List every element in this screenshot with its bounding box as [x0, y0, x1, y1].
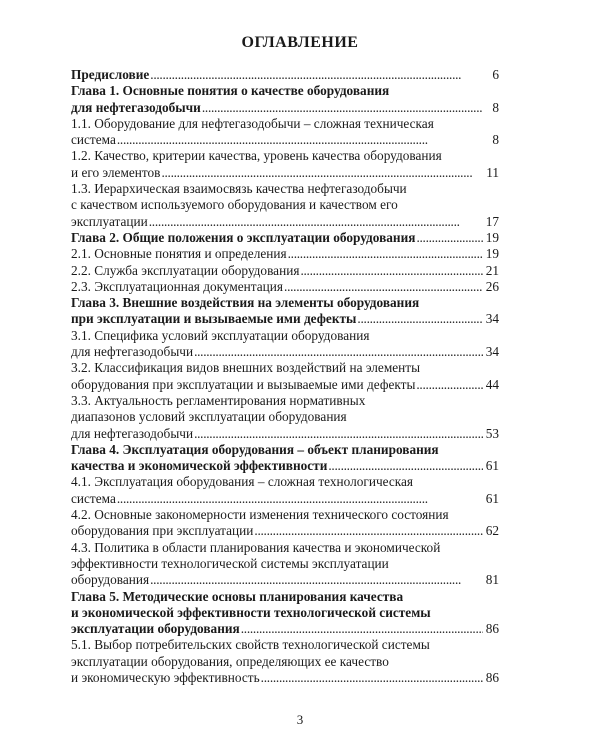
toc-line	[71, 165, 499, 181]
dot-leader	[328, 458, 483, 474]
toc-page-number: 86	[485, 621, 499, 637]
dot-leader	[117, 491, 483, 507]
dot-leader	[194, 426, 483, 442]
table-of-contents	[71, 67, 499, 686]
toc-title: ОГЛАВЛЕНИЕ	[241, 34, 359, 51]
toc-section-entry	[71, 116, 499, 149]
page-number: 3	[296, 712, 304, 727]
toc-section-entry	[71, 328, 499, 361]
toc-chapter-entry	[71, 442, 499, 475]
toc-page-number: 34	[485, 344, 499, 360]
toc-section-entry	[71, 637, 499, 686]
toc-section-entry	[71, 540, 499, 589]
toc-line	[71, 132, 499, 148]
toc-line	[71, 311, 499, 327]
toc-section-entry	[71, 279, 499, 295]
toc-chapter-entry	[71, 295, 499, 328]
toc-line-text: эксплуатации	[71, 213, 148, 229]
toc-line-text: Предисловие	[71, 67, 150, 82]
toc-section-entry	[71, 181, 499, 230]
toc-section-entry	[71, 474, 499, 507]
toc-page-number: 81	[485, 572, 499, 588]
toc-line-text: эксплуатации оборудования, определяющих ее качество	[71, 653, 389, 669]
toc-page-number: 17	[485, 213, 499, 229]
toc-line-text: Глава 4. Эксплуатация оборудования – объект планирования	[71, 441, 439, 457]
toc-line	[71, 377, 499, 393]
dot-leader	[150, 67, 483, 83]
toc-line-text: оборудования	[71, 572, 150, 588]
toc-line-text: 4.1. Эксплуатация оборудования – сложная технологическая	[71, 474, 414, 490]
toc-line-text: 3.3. Актуальность регламентирования нормативных	[71, 392, 366, 408]
toc-page-number: 19	[485, 246, 499, 262]
dot-leader	[284, 279, 483, 295]
dot-leader	[357, 311, 483, 327]
dot-leader	[194, 344, 483, 360]
dot-leader	[416, 230, 483, 246]
toc-page-number: 62	[485, 523, 499, 539]
dot-leader	[117, 132, 483, 148]
toc-line-text: 3.1. Специфика условий эксплуатации оборудования	[71, 327, 370, 343]
toc-page-number: 19	[485, 229, 499, 245]
dot-leader	[254, 523, 483, 539]
toc-line	[71, 67, 499, 83]
toc-chapter-entry	[71, 67, 499, 83]
toc-page-number: 34	[485, 311, 499, 327]
toc-line-text: 2.1. Основные понятия и определения	[71, 246, 287, 262]
toc-page-number: 6	[492, 67, 499, 82]
toc-line-text: Глава 3. Внешние воздействия на элементы оборудования	[71, 295, 420, 311]
toc-line-text: система	[71, 490, 116, 506]
toc-line-text: 2.2. Служба эксплуатации оборудования	[71, 262, 300, 278]
toc-line	[71, 572, 499, 588]
toc-line-text: 4.2. Основные закономерности изменения технического состояния	[71, 507, 449, 523]
dot-leader	[300, 263, 483, 279]
toc-line	[71, 263, 499, 279]
toc-line-text: при эксплуатации и вызываемые ими дефекты	[71, 311, 357, 327]
toc-page-number: 61	[485, 490, 499, 506]
toc-section-entry	[71, 263, 499, 279]
toc-page-number: 86	[485, 669, 499, 685]
toc-line	[71, 230, 499, 246]
toc-line-text: 1.2. Качество, критерии качества, уровень качества оборудования	[71, 148, 442, 164]
toc-page-number: 44	[485, 376, 499, 392]
toc-line-text: Глава 2. Общие положения о эксплуатации оборудования	[71, 229, 416, 245]
toc-page-number: 26	[485, 278, 499, 294]
toc-line-text: Глава 5. Методические основы планирования качества	[71, 588, 404, 604]
toc-line-text: для нефтегазодобычи	[71, 425, 194, 441]
toc-line-text: 1.1. Оборудование для нефтегазодобычи – сложная техническая	[71, 115, 434, 131]
toc-line-text: оборудования при эксплуатации	[71, 523, 254, 539]
dot-leader	[202, 100, 483, 116]
dot-leader	[149, 214, 483, 230]
toc-line-text: и его элементов	[71, 164, 161, 180]
toc-line-text: качества и экономической эффективности	[71, 458, 328, 474]
toc-section-entry	[71, 393, 499, 442]
toc-line-text: 4.3. Политика в области планирования качества и экономической	[71, 539, 441, 555]
toc-page-number: 11	[486, 164, 499, 180]
toc-line	[71, 523, 499, 539]
dot-leader	[261, 670, 483, 686]
toc-chapter-entry	[71, 83, 499, 116]
toc-line-text: Глава 1. Основные понятия о качестве оборудования	[71, 83, 390, 99]
toc-line-text: 3.2. Классификация видов внешних воздействий на элементы	[71, 360, 421, 376]
toc-line	[71, 458, 499, 474]
toc-line-text: эксплуатации оборудования	[71, 621, 240, 637]
toc-page-number: 8	[492, 132, 499, 148]
toc-section-entry	[71, 507, 499, 540]
toc-line-text: оборудования при эксплуатации и вызываемые ими дефекты	[71, 376, 416, 392]
toc-line	[71, 279, 499, 295]
toc-page-number: 21	[485, 262, 499, 278]
toc-line	[71, 621, 499, 637]
toc-line-text: и экономической эффективности технологической системы	[71, 604, 431, 620]
dot-leader	[161, 165, 483, 181]
toc-line	[71, 246, 499, 262]
toc-line-text: 1.3. Иерархическая взаимосвязь качества нефтегазодобычи	[71, 181, 407, 197]
toc-section-entry	[71, 246, 499, 262]
toc-chapter-entry	[71, 230, 499, 246]
toc-chapter-entry	[71, 589, 499, 638]
toc-line-text: с качеством используемого оборудования и качеством его	[71, 197, 398, 213]
toc-line	[71, 214, 499, 230]
toc-line-text: для нефтегазодобычи	[71, 99, 201, 115]
toc-line	[71, 491, 499, 507]
toc-line-text: система	[71, 132, 116, 148]
toc-line	[71, 344, 499, 360]
toc-line-text: 5.1. Выбор потребительских свойств технологической системы	[71, 637, 430, 653]
toc-section-entry	[71, 360, 499, 393]
dot-leader	[416, 377, 483, 393]
toc-line-text: для нефтегазодобычи	[71, 344, 194, 360]
toc-line-text: 2.3. Эксплуатационная документация	[71, 278, 284, 294]
toc-line	[71, 426, 499, 442]
toc-section-entry	[71, 148, 499, 181]
toc-line-text: и экономическую эффективность	[71, 669, 260, 685]
toc-line-text: эффективности технологической системы эксплуатации	[71, 555, 389, 571]
dot-leader	[288, 246, 483, 262]
toc-page-number: 61	[485, 458, 499, 474]
dot-leader	[150, 572, 483, 588]
toc-page-number: 53	[485, 425, 499, 441]
toc-line	[71, 670, 499, 686]
toc-page-number: 8	[492, 99, 499, 115]
toc-line-text: диапазонов условий эксплуатации оборудования	[71, 409, 347, 425]
toc-line	[71, 100, 499, 116]
dot-leader	[241, 621, 483, 637]
